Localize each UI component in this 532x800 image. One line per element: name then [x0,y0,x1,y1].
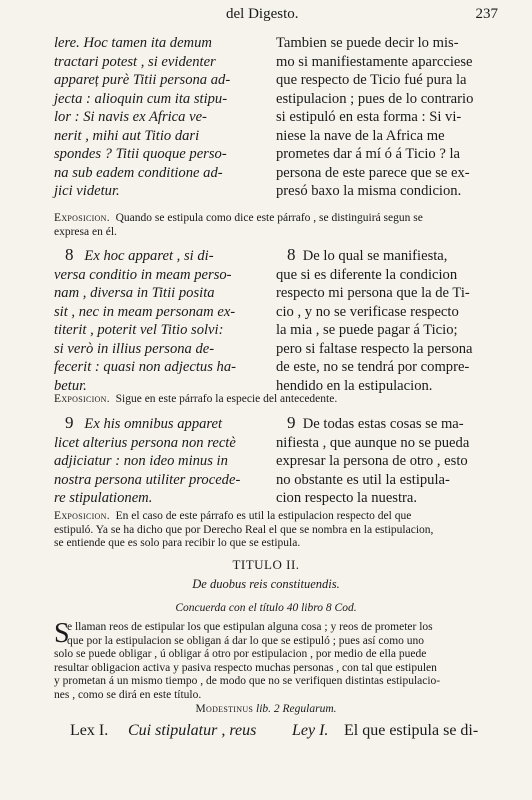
spanish-line: cion respecto la nuestra. [276,490,418,506]
latin-line: nerit , mihi aut Titio dari [54,127,200,144]
spanish-line: que si es diferente la condicion [276,266,458,283]
latin-line: jici videtur. [54,183,120,199]
paragraph-number: 8 [64,245,74,264]
lex-latin-label: Lex I. [70,722,109,739]
latin-line: spondes ? Titii quoque perso- [54,146,227,162]
note-text: expresa en él. [54,225,117,238]
latin-line: jecta : alioquin cum ita stipu- [54,90,228,107]
spanish-line: De lo qual se manifiesta, [302,248,448,264]
spanish-line: que respecto de Ticio fué pura la [276,72,467,88]
note-label: Exposicion. [54,393,110,405]
intro-line: y prometan á un mismo tiempo , de modo que no se verifiquen distintas estipulacio- [54,675,441,688]
latin-line: titerit , poterit vel Titio solvi: [54,322,224,338]
spanish-line: si estipuló en esta forma : Si vi- [276,109,462,125]
intro-line: e llaman reos de estipular los que estipulan alguna cosa ; y reos de prometer los [67,621,433,633]
latin-line: Ex his omnibus apparet [84,416,223,432]
spanish-column-1 [276,34,498,201]
drop-cap: S [54,618,70,649]
spanish-line: prometes dar á mí ó á Ticio ? la [276,146,461,162]
source-work: lib. 2 Regularum. [256,703,337,715]
lex-latin-text: Cui stipulatur , reus [128,722,257,739]
running-title: del Digesto. [226,6,299,22]
latin-line: Ex hoc apparet , si di- [84,248,214,264]
exposicion-note-3 [54,510,498,551]
lex-spanish-label: Ley I. [292,722,329,739]
latin-line: si verò in illius persona de- [54,340,215,357]
spanish-line: Tambien se puede decir lo mis- [276,35,459,51]
spanish-line: hendido en la estipulacion. [276,377,433,394]
note-text: Sigue en este párrafo la especie del antecedente. [115,393,338,405]
page-header [0,6,532,26]
latin-line: appareț purè Titii persona ad- [54,72,231,88]
latin-line: adjiciatur : non ideo minus in [54,453,228,469]
latin-line: betur. [54,377,87,394]
note-text: En el caso de este párrafo es util la estipulacion respecto del que [115,510,412,522]
latin-column-3 [54,414,264,508]
latin-line: fecerit : quasi non adjectus ha- [54,359,236,375]
latin-line: re stipulationem. [54,490,153,506]
latin-line: nam , diversa in Titii posita [54,285,215,301]
note-text: se entiende que es solo para recibir lo que se estipula. [54,537,301,549]
paragraph-number: 9 [64,413,74,432]
latin-line: lere. Hoc tamen ita demum [54,35,212,51]
intro-line: solo se puede obligar , ú obligar á otro por estipulacion , por medio de ella puede [54,648,427,661]
latin-line: lor : Si navis ex Africa ve- [54,109,207,125]
source-attribution [0,703,532,715]
spanish-line: De todas estas cosas se ma- [302,416,464,432]
spanish-line: estipulacion ; pues de lo contrario [276,90,474,107]
intro-line: resultar obligacion activa y pasiva respecto muchas personas , con tal que estipulen [54,661,437,674]
latin-line: licet alterius persona non rectè [54,434,236,451]
spanish-line: expresar la persona de otro , esto [276,453,468,469]
latin-line: nostra persona utiliter procede- [54,471,241,488]
latin-line: versa conditio in meam perso- [54,266,232,283]
spanish-column-2 [276,246,498,395]
spanish-line: nifiesta , que aunque no se pueda [276,434,470,451]
spanish-line: la mia , se puede pagar á Ticio; [276,322,458,338]
latin-column-1 [54,34,264,201]
paragraph-number: 8 [286,245,296,264]
spanish-line: cio , y no se verificase respecto [276,303,459,320]
latin-line: na sub eadem conditione ad- [54,164,223,181]
latin-column-2 [54,246,264,395]
lex-spanish-text: El que estipula se di- [344,722,479,739]
titulo-subtitle: De duobus reis constituendis. [192,577,340,591]
note-text: estipuló. Ya se ha dicho que por Derecho Real el que se nombra en la estipulacion, [54,523,434,536]
source-author: Modestinus [195,703,254,715]
spanish-column-3 [276,414,498,508]
exposicion-note-2 [54,393,498,407]
spanish-line: respecto mi persona que la de Ti- [276,285,470,301]
spanish-line: de este, no se tendrá por compre- [276,359,470,375]
note-text: Quando se estipula como dice este párrafo , se distinguirá segun se [115,212,423,224]
titulo-heading: TITULO II. [232,557,300,572]
note-label: Exposicion. [54,510,110,522]
exposicion-note-1 [54,212,498,239]
latin-line: tractari potest , si evidenter [54,53,216,70]
spanish-line: persona de este parece que se ex- [276,164,470,181]
spanish-line: pero si faltase respecto la persona [276,340,473,357]
intro-paragraph [54,618,498,703]
paragraph-number: 9 [286,413,296,432]
spanish-line: no obstante es util la estipula- [276,471,450,488]
latin-line: sit , nec in meam personam ex- [54,303,236,320]
concordance-line: Concuerda con el título 40 libro 8 Cod. [175,602,357,614]
page-number: 237 [475,6,498,22]
intro-line: que por la estipulacion se obligan á dar lo que se estipuló ; pues así como uno [67,634,425,647]
intro-line: nes , como se dirá en este título. [54,688,202,701]
spanish-line: presó baxo la misma condicion. [276,183,462,199]
note-label: Exposicion. [54,212,110,224]
spanish-line: mo si manifiestamente aparcciese [276,53,473,70]
spanish-line: niese la nave de la Africa me [276,127,445,144]
